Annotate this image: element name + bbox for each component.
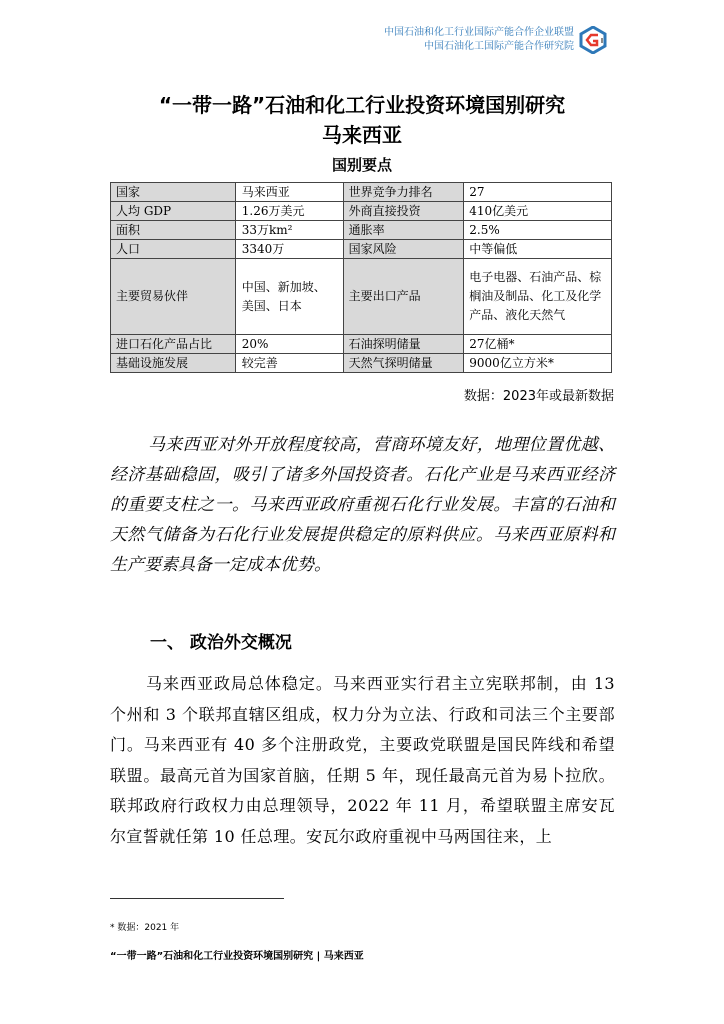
table-row — [111, 240, 612, 259]
table-row — [111, 183, 612, 202]
table-value-cell: 电子电器、石油产品、棕榈油及制品、化工及化学产品、液化天然气 — [464, 259, 612, 335]
table-row — [111, 221, 612, 240]
table-value-cell: 27亿桶* — [464, 335, 612, 354]
intro-paragraph: 马来西亚对外开放程度较高，营商环境友好，地理位置优越、经济基础稳固，吸引了诸多外国投资者。石化产业是马来西亚经济的重要支柱之一。马来西亚政府重视石化行业发展。丰富的石油和天然气储备为石化行业发展提供稳定的原料供应。马来西亚原料和生产要素具备一定成本优势。 — [110, 435, 615, 575]
table-value-cell: 3340万 — [235, 240, 343, 259]
alliance-logo-icon — [578, 26, 608, 54]
table-value-cell: 27 — [464, 183, 612, 202]
table-value-cell: 33万km² — [235, 221, 343, 240]
table-row — [111, 354, 612, 373]
table-value-cell: 中国、新加坡、美国、日本 — [235, 259, 343, 335]
country-title: 马来西亚 — [322, 123, 402, 147]
table-label-cell: 外商直接投资 — [343, 202, 464, 221]
table-label-cell: 国家 — [111, 183, 236, 202]
table-label-cell: 石油探明储量 — [343, 335, 464, 354]
key-facts-table — [110, 182, 612, 373]
document-title: “一带一路”石油和化工行业投资环境国别研究 — [158, 93, 566, 117]
table-value-cell: 马来西亚 — [235, 183, 343, 202]
table-row — [111, 202, 612, 221]
org-name-line1: 中国石油和化工行业国际产能合作企业联盟 — [384, 27, 574, 38]
table-label-cell: 主要贸易伙伴 — [111, 259, 236, 335]
table-value-cell: 410亿美元 — [464, 202, 612, 221]
table-row — [111, 259, 612, 335]
data-source-note: 数据：2023年或最新数据 — [463, 389, 614, 404]
table-row — [111, 335, 612, 354]
table-label-cell: 天然气探明储量 — [343, 354, 464, 373]
table-label-cell: 世界竞争力排名 — [343, 183, 464, 202]
table-label-cell: 人口 — [111, 240, 236, 259]
section-paragraph: 马来西亚政局总体稳定。马来西亚实行君主立宪联邦制，由 13 个州和 3 个联邦直辖区组成，权力分为立法、行政和司法三个主要部门。马来西亚有 40 多个注册政党，主要政党联盟是国民阵线和希望联盟。最高元首为国家首脑，任期 5 年，现任最高元首为易卜拉欣。联邦政府行政权力由总理领导，2022 年 11 月，希望联盟主席安瓦尔宣誓就任第 10 任总理。安瓦尔政府重视中马两国往来，上 — [110, 674, 615, 846]
footnote-divider — [110, 898, 284, 899]
table-value-cell: 1.26万美元 — [235, 202, 343, 221]
table-label-cell: 面积 — [111, 221, 236, 240]
table-label-cell: 进口石化产品占比 — [111, 335, 236, 354]
table-value-cell: 中等偏低 — [464, 240, 612, 259]
page-footer: “一带一路”石油和化工行业投资环境国别研究 | 马来西亚 — [110, 951, 364, 962]
table-value-cell: 20% — [235, 335, 343, 354]
table-value-cell: 2.5% — [464, 221, 612, 240]
footnote: * 数据：2021 年 — [110, 923, 180, 933]
key-facts-heading: 国别要点 — [331, 156, 392, 174]
org-name-line2: 中国石油化工国际产能合作研究院 — [424, 41, 574, 52]
table-value-cell: 较完善 — [235, 354, 343, 373]
table-label-cell: 人均 GDP — [111, 202, 236, 221]
section-heading: 一、 政治外交概况 — [150, 633, 292, 653]
table-label-cell: 国家风险 — [343, 240, 464, 259]
table-value-cell: 9000亿立方米* — [464, 354, 612, 373]
page-header — [254, 26, 574, 54]
table-label-cell: 通胀率 — [343, 221, 464, 240]
table-label-cell: 基础设施发展 — [111, 354, 236, 373]
table-label-cell: 主要出口产品 — [343, 259, 464, 335]
